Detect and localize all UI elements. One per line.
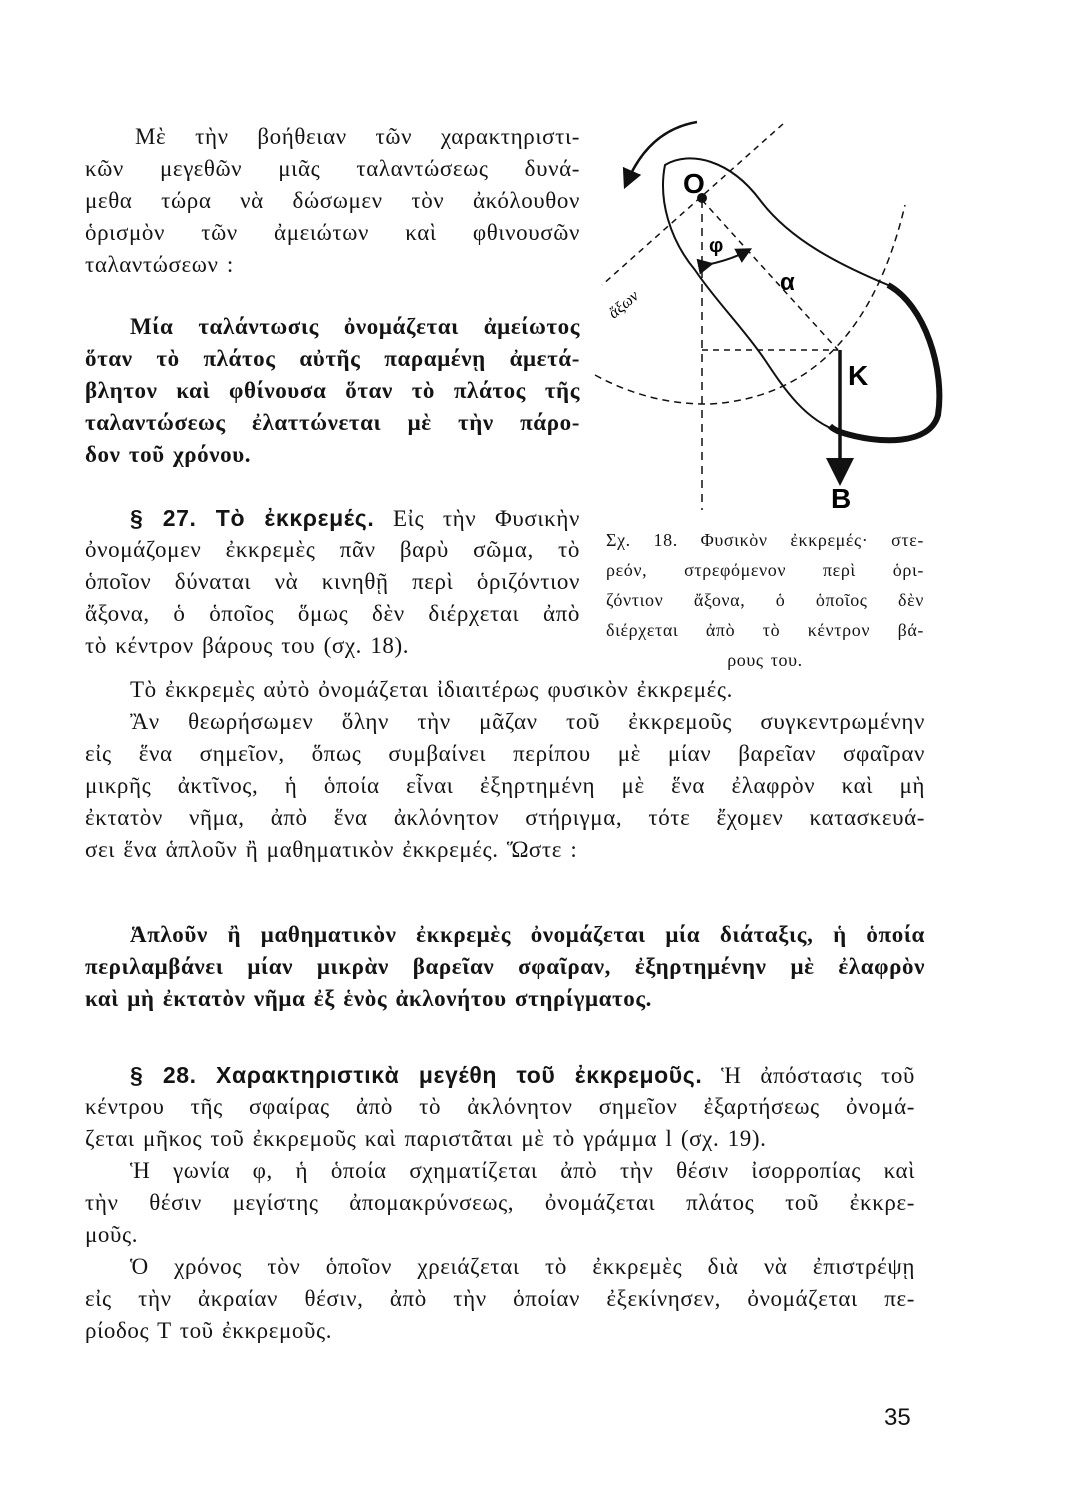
text-line: τὴν θέσιν μεγίστης ἀπομακρύνσεως, ὀνομάζεται πλάτος τοῦ ἐκκρε- bbox=[85, 1190, 915, 1215]
text-line: εἰς ἕνα σημεῖον, ὅπως συμβαίνει περίπου μὲ μίαν βαρεῖαν σφαῖραν bbox=[85, 741, 925, 766]
label-weight: B bbox=[831, 483, 852, 514]
text-line: δον τοῦ χρόνου. bbox=[85, 442, 252, 467]
label-axis: ἄξων bbox=[605, 287, 643, 323]
caption-line: Σχ. 18. Φυσικὸν ἐκκρεμές· στε- bbox=[606, 530, 924, 550]
text-line: εἰς τὴν ἀκραίαν θέσιν, ἀπὸ τὴν ὁποίαν ἐξεκίνησεν, ὀνομάζεται πε- bbox=[85, 1286, 915, 1311]
text-line: Ἡ ἀπόστασις τοῦ bbox=[721, 1063, 915, 1088]
definition-simple-pendulum bbox=[85, 919, 925, 1015]
caption-line: ρους του. bbox=[727, 650, 803, 670]
body-thick-edge bbox=[830, 285, 939, 440]
text-line: Μία ταλάντωσις ὀνομάζεται ἀμείωτος bbox=[130, 314, 580, 339]
label-pivot: O bbox=[683, 168, 705, 199]
text-line: Ἡ γωνία φ, ἡ ὁποία σχηματίζεται ἀπὸ τὴν θέσιν ἰσορροπίας καὶ bbox=[130, 1158, 915, 1183]
text-line: Ὁ χρόνος τὸν ὁποῖον χρειάζεται τὸ ἐκκρεμὲς διὰ νὰ ἐπιστρέψῃ bbox=[130, 1254, 915, 1279]
figure-caption bbox=[606, 525, 924, 675]
caption-line: ζόντιον ἄξονα, ὁ ὁποῖος δὲν bbox=[606, 590, 924, 610]
text-line: ταλαντώσεων : bbox=[85, 252, 234, 277]
caption-line: διέρχεται ἀπὸ τὸ κέντρον βά- bbox=[606, 620, 924, 640]
text-line: μοῦς. bbox=[85, 1222, 139, 1247]
label-angle: φ bbox=[709, 235, 724, 257]
text-line: μικρῆς ἀκτῖνος, ἡ ὁποία εἶναι ἐξηρτημένη μὲ ἕνα ἐλαφρὸν καὶ μὴ bbox=[85, 773, 925, 798]
text-line: ὁρισμὸν τῶν ἀμειώτων καὶ φθινουσῶν bbox=[85, 220, 580, 245]
text-line: ὀνομάζομεν ἐκκρεμὲς πᾶν βαρὺ σῶμα, τὸ bbox=[85, 537, 580, 562]
text-line: ἄξονα, ὁ ὁποῖος ὅμως δὲν διέρχεται ἀπὸ bbox=[85, 601, 580, 626]
section-28 bbox=[85, 1059, 915, 1347]
label-arm: α bbox=[780, 269, 795, 296]
text-line: ὅταν τὸ πλάτος αὐτῆς παραμένῃ ἀμετά- bbox=[85, 346, 580, 371]
text-line: βλητον καὶ φθίνουσα ὅταν τὸ πλάτος τῆς bbox=[85, 378, 580, 403]
text-line: ἐκτατὸν νῆμα, ἀπὸ ἕνα ἀκλόνητον στήριγμα, τότε ἔχομεν κατασκευά- bbox=[85, 805, 925, 830]
label-center: K bbox=[848, 360, 869, 391]
text-line: μεθα τώρα νὰ δώσωμεν τὸν ἀκόλουθον bbox=[85, 188, 580, 213]
text-line: καὶ μὴ ἐκτατὸν νῆμα ἐξ ἑνὸς ἀκλονήτου στηρίγματος. bbox=[85, 986, 653, 1011]
page-number: 35 bbox=[884, 1404, 911, 1431]
axis-line bbox=[602, 124, 783, 285]
text-line: ρίοδος Τ τοῦ ἐκκρεμοῦς. bbox=[85, 1318, 333, 1343]
text-line: ὁποῖον δύναται νὰ κινηθῇ περὶ ὁριζόντιον bbox=[85, 569, 580, 594]
text-line: Μὲ τὴν βοήθειαν τῶν χαρακτηριστι- bbox=[135, 124, 580, 149]
caption-line: ρεόν, στρεφόμενον περὶ ὁρι- bbox=[606, 560, 924, 580]
arm-line bbox=[702, 200, 838, 350]
text-line: περιλαμβάνει μίαν μικρὰν βαρεῖαν σφαῖραν, ἐξηρτημένην μὲ ἐλαφρὸν bbox=[85, 954, 925, 979]
text-line: Ἁπλοῦν ἢ μαθηματικὸν ἐκκρεμὲς ὀνομάζεται μία διάταξις, ἡ ὁποία bbox=[130, 922, 925, 947]
text-line: τὸ κέντρον βάρους του (σχ. 18). bbox=[85, 633, 410, 658]
text-line: σει ἕνα ἁπλοῦν ἢ μαθηματικὸν ἐκκρεμές. Ὥστε : bbox=[85, 837, 578, 862]
paragraph-simple-pendulum bbox=[85, 674, 925, 866]
text-line: Εἰς τὴν Φυσικὴν bbox=[393, 506, 580, 531]
section-heading: § 27. Τὸ ἐκκρεμές. bbox=[130, 505, 375, 531]
text-line: ταλαντώσεως ἐλαττώνεται μὲ τὴν πάρο- bbox=[85, 410, 580, 435]
text-line: Ἂν θεωρήσωμεν ὅλην τὴν μᾶζαν τοῦ ἐκκρεμοῦς συγκεντρωμένην bbox=[130, 709, 925, 734]
text-line: ζεται μῆκος τοῦ ἐκκρεμοῦς καὶ παριστᾶται μὲ τὸ γράμμα l (σχ. 19). bbox=[85, 1126, 767, 1151]
text-line: κέντρου τῆς σφαίρας ἀπὸ τὸ ἀκλόνητον σημεῖον ἐξαρτήσεως ὀνομά- bbox=[85, 1094, 915, 1119]
text-line: κῶν μεγεθῶν μιᾶς ταλαντώσεως δυνά- bbox=[85, 156, 580, 181]
text-line: Τὸ ἐκκρεμὲς αὐτὸ ὀνομάζεται ἰδιαιτέρως φυσικὸν ἐκκρεμές. bbox=[130, 677, 733, 702]
section-heading: § 28. Χαρακτηριστικὰ μεγέθη τοῦ ἐκκρεμοῦς. bbox=[130, 1062, 703, 1088]
